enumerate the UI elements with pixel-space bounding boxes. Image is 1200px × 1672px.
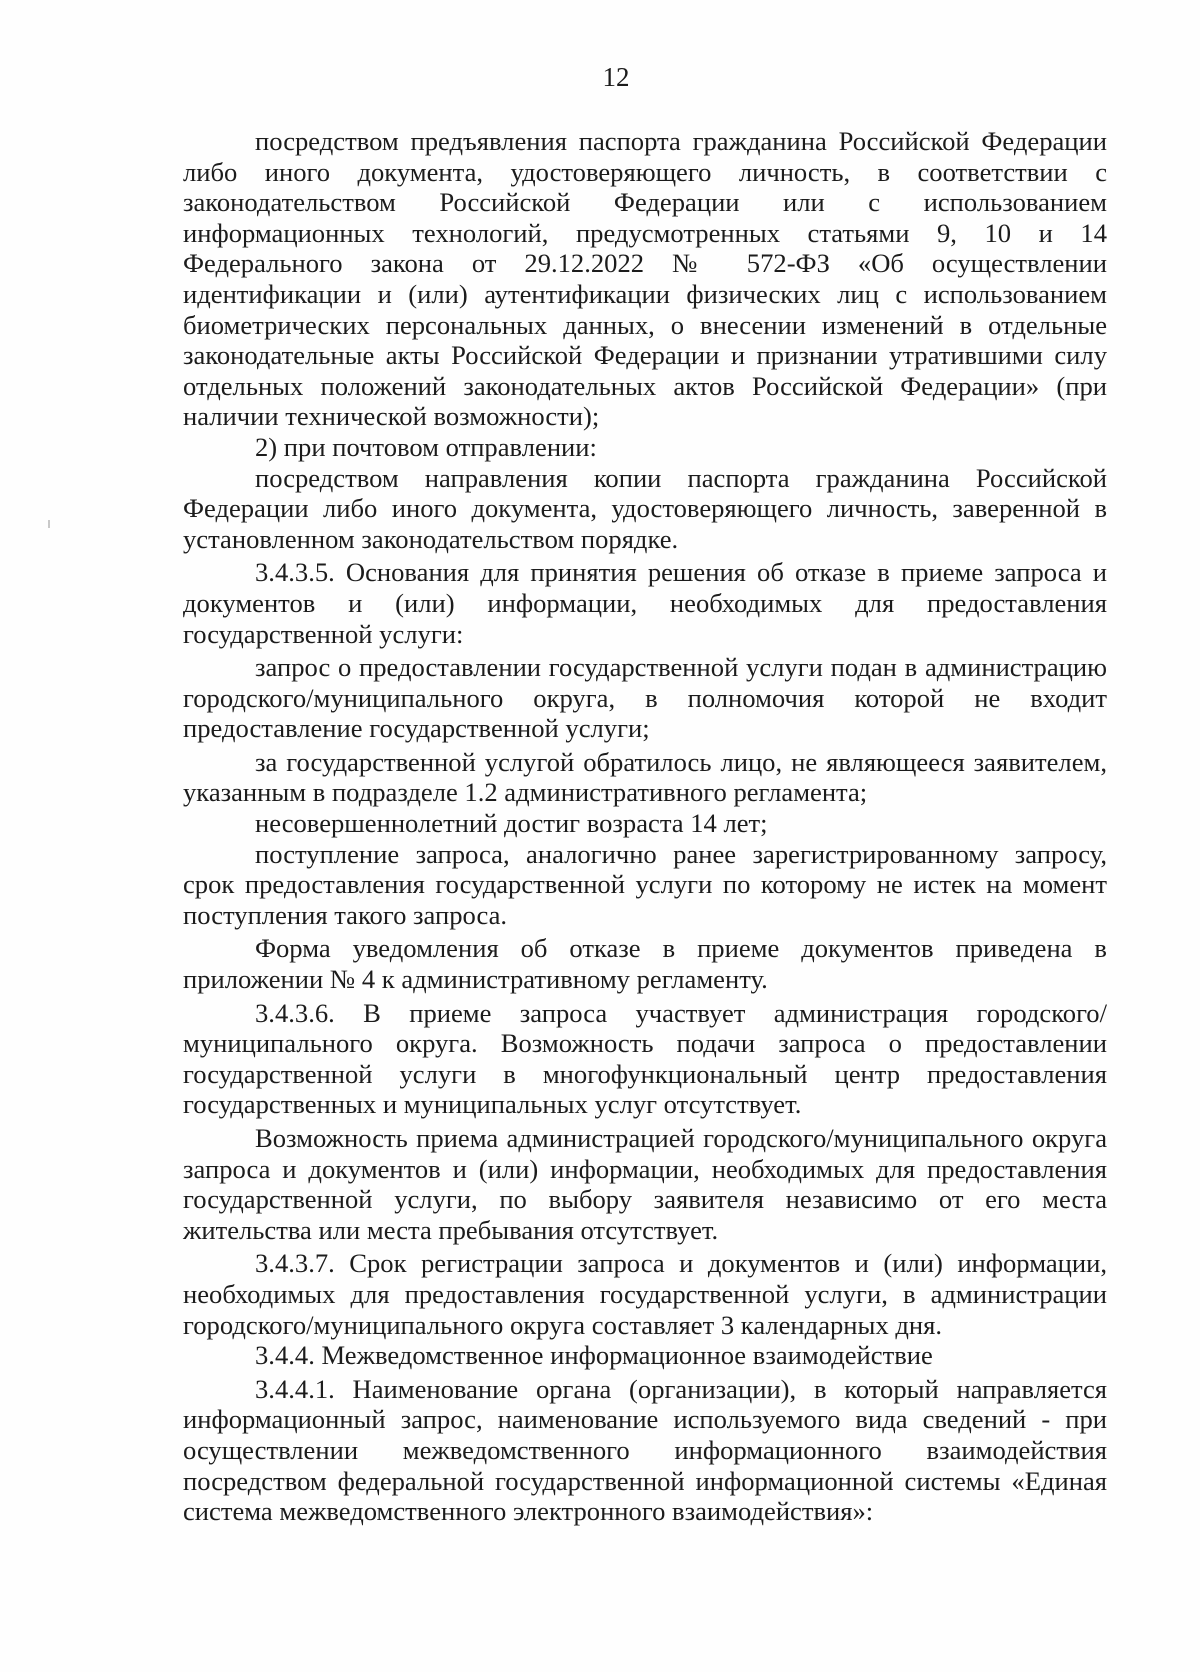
paragraph-refusal-ground-2: за государственной услугой обратилось лицо, не являющееся заявителем, указанным в подразделе 1.2 административного регламента; bbox=[183, 746, 1107, 808]
paragraph-extraterritorial: Возможность приема администрацией городского/муниципального округа запроса и документов и (или) информации, необходимых для предоставления государственной услуги, по выбору заявителя независимо от его места жительства или места пребывания отсутствует. bbox=[183, 1123, 1107, 1245]
paragraph-refusal-ground-3: несовершеннолетний достиг возраста 14 лет; bbox=[255, 808, 768, 839]
paragraph-3-4-3-6: 3.4.3.6. В приеме запроса участвует администрация городского/муниципального округа. Возможность подачи запроса о предоставлении государственной услуги в многофункциональный центр предоставления государственных и муниципальных услуг отсутствует. bbox=[183, 997, 1107, 1120]
paragraph-postal-heading: 2) при почтовом отправлении: bbox=[255, 431, 597, 462]
body-text bbox=[183, 126, 1107, 1527]
paragraph-3-4-4-heading: 3.4.4. Межведомственное информационное взаимодействие bbox=[255, 1340, 933, 1371]
page-number: 12 bbox=[602, 62, 630, 92]
paragraph-3-4-4-1: 3.4.4.1. Наименование органа (организации), в который направляется информационный запрос, наименование используемого вида сведений - при осуществлении межведомственного информационного взаимодействия посредством федеральной государственной информационной системы «Единая система межведомственного электронного взаимодействия»: bbox=[183, 1373, 1107, 1527]
paragraph-3-4-3-7: 3.4.3.7. Срок регистрации запроса и документов и (или) информации, необходимых для предоставления государственной услуги, в администрации городского/муниципального округа составляет 3 календарных дня. bbox=[183, 1248, 1107, 1340]
paragraph-postal-copy: посредством направления копии паспорта гражданина Российской Федерации либо иного документа, удостоверяющего личность, заверенной в установленном законодательством порядке. bbox=[183, 462, 1107, 554]
paragraph-refusal-ground-4: поступление запроса, аналогично ранее зарегистрированному запросу, срок предоставления государственной услуги по которому не истек на момент поступления такого запроса. bbox=[183, 838, 1107, 930]
scan-edge-mark bbox=[48, 520, 50, 528]
paragraph-3-4-3-5: 3.4.3.5. Основания для принятия решения об отказе в приеме запроса и документов и (или) информации, необходимых для предоставления государственной услуги: bbox=[183, 557, 1107, 649]
paragraph-identity-verification: посредством предъявления паспорта гражданина Российской Федерации либо иного документа, удостоверяющего личность, в соответствии с законодательством Российской Федерации или с использованием информационных технологий, предусмотренных статьями 9, 10 и 14 Федерального закона от 29.12.2022 № 572-ФЗ «Об осуществлении идентификации и (или) аутентификации физических лиц с использованием биометрических персональных данных, о внесении изменений в отдельные законодательные акты Российской Федерации и признании утратившими силу отдельных положений законодательных актов Российской Федерации» (при наличии технической возможности); bbox=[183, 126, 1107, 432]
paragraph-refusal-ground-1: запрос о предоставлении государственной услуги подан в администрацию городского/муниципального округа, в полномочия которой не входит предоставление государственной услуги; bbox=[183, 652, 1107, 744]
paragraph-notification-form: Форма уведомления об отказе в приеме документов приведена в приложении № 4 к административному регламенту. bbox=[183, 933, 1107, 995]
